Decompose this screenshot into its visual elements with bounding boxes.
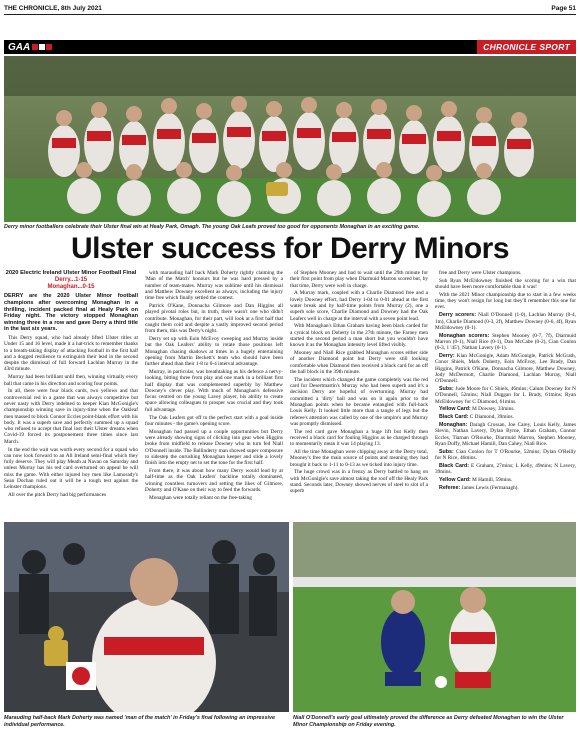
team-celebration-photo bbox=[4, 56, 576, 222]
body-paragraph: This Derry squad, who had already lifted Ulster titles at Under 15 and 16 level, made it a hat-trick to remember thanks to a breath-taking display of attacking football in the first half and a dogged resilience to extinguish their lead in the second despite the dismissal of full forward Lachlan Murray in the 43rd minute. bbox=[4, 334, 138, 373]
gaa-logo: GAA bbox=[4, 42, 52, 53]
odonnell-photo bbox=[293, 522, 576, 712]
body-paragraph: Sub Ryan McEldowney finished the scoring for a win that should have been more comfortable than it was! bbox=[435, 277, 576, 291]
monaghan-subs: Subs: Cian Conlon for T O'Rourke, 52mins; Dylan O'Reilly for N Rice, 46mins. bbox=[435, 448, 576, 462]
action-photo-image bbox=[293, 522, 576, 712]
body-paragraph: of Stephen Mooney and had to wait until the 29th minute for their first point from play when Diarmuid Marron scored but, by that time, Derry were well in charge. bbox=[290, 270, 428, 289]
body-paragraph: All over the pitch Derry had big performances bbox=[8, 492, 107, 499]
body-paragraph: The huge crowd was in a frenzy as Derry battled to hang on with McGonigle's save almost taking the roof off the Healy Park stand. Seconds later, Downey showed nerves of steel to slot of a superb bbox=[290, 469, 428, 495]
chronicle-sport-badge bbox=[477, 40, 576, 54]
mark-doherty-photo bbox=[4, 522, 289, 712]
gaa-logo-mark-icon bbox=[32, 43, 52, 51]
score-line-monaghan: Monaghan...0-15 bbox=[47, 284, 95, 291]
top-photo-caption: Derry minor footballers celebrate their Ulster final win at Healy Park, Omagh. The young Oak Leafs proved too good for opponents Monaghan in an exciting game. bbox=[4, 224, 420, 230]
article-lede: DERRY are the 2020 Ulster Minor football champions after overcoming Monaghan in a thrilling, incident packed final at Healy Park on Friday night. The victory stopped Monaghan winning three in a row and gave Derry a third title in the last six years. bbox=[4, 293, 138, 333]
paper-dateline: THE CHRONICLE, 8th July 2021 bbox=[4, 4, 102, 12]
body-paragraph: With the 2021 Minor championship due to start in a few weeks time, they won't resign for long but they'll remember this one for ever. bbox=[435, 291, 576, 311]
body-paragraph: The red card gave Monaghan a huge lift but Kelly then received a black card for fouling Higgins as he charged through to momentarily mean it was 14 playing 13. bbox=[290, 428, 428, 448]
article-column-3 bbox=[290, 270, 428, 515]
team-photo-image bbox=[4, 56, 576, 222]
chronicle-brand: CHRONICLE bbox=[483, 42, 537, 52]
page-number: Page 51 bbox=[551, 4, 576, 12]
article-headline: Ulster success for Derry Minors bbox=[70, 232, 509, 265]
monaghan-scorers: Monaghan scorers: Stephen Mooney (0-7, 7f), Diarmuid Marron (0-1), Niall Rice (0-1), Dan McCabe (0-2), Cian Conlon (0-3, 1 '45'), Nathan Lavery (0-1). bbox=[435, 332, 576, 352]
body-paragraph: Monaghan had passed up a couple opportunities but Derry were already showing signs of clicking into gear when Higgins broke from midfield to release Downey who in turn fed Niall O'Donnell inside. The Ballinderry man showed super composure to sidestep the onrushing Monaghan keeper and slide a lovely finish into the empty net to set the tone for the first half. bbox=[145, 428, 283, 467]
body-paragraph: From there, it was about how many Derry would lead by at half-time as the Oak Leafers' backline totally dominated, winning countless turnovers and setting the likes of Gilmore, Doherty and O'Kane on their way to feed the forwards. bbox=[145, 467, 283, 493]
body-paragraph: with marauding half back Mark Doherty rightly claiming the 'Man of the Match' honours but he was hard pressed by a number of team-mates. Murray was sublime until his dismissal and Matthew Downey excellent as always, including the injury time free which finally settled the contest. bbox=[145, 270, 283, 302]
score-line-derry: Derry...1-15 bbox=[54, 277, 88, 283]
body-paragraph: In all, there were four black cards, two yellows and that controversial red in a game that was always competitive but never nasty with Derry indebted to keeper Kian McGonigle's championship winning save in injury-time when the Oakleaf men massed to block Connor Eccles point-blank effort with his body. It was a superb save and perfectly summed up a squad who refused to accept that final lost their Ulster dreams when Covid-19 forced its postponement three times since last March. bbox=[4, 388, 138, 445]
doherty-photo-caption: Marauding half-back Mark Doherty was named 'man of the match' in Friday's final following an impressive individual performance. bbox=[4, 715, 276, 728]
page-header bbox=[4, 2, 576, 14]
referee: Referee: James Lewis (Fermanagh). bbox=[439, 484, 519, 491]
body-paragraph: A Murray mark, coupled with a Charlie Diamond free and a lovely Downey effort, had Derry 1-04 to 0-01 ahead at the first water break and by half-time points from Murray (2), one a superb sole score, Charlie Diamond and Downey had the Oak Leafers well in charge at the interval with a seven point lead. bbox=[290, 290, 428, 322]
body-paragraph: The incident which changed the game completely was the red card for Desertmartin's Murray who had been superb and it's a decision Derry are hopeful of overturning. Murray had committed a 'dirty' ball and was on it again prior to the Monaghan points when he became entangled with full-back Louis Kelly. It looked little more than a tangle of legs but the referee's attention was called by one of the umpire's and Murray was promptly dismissed. bbox=[290, 376, 428, 427]
monaghan-team: Monaghan: Daragh Crossan, Joe Carey, Louis Kelly, James Slevin, Nathan Lavery, Dylan Byrne, Ethan Graham, Connor Eccles, Tiarnan O'Rourke, Diarmuid Marron, Stephen Mooney, Ryan Duffy, Michael Hamill, Dan Cahey, Niall Rice. bbox=[435, 422, 576, 447]
derry-scorers: Derry scorers: Niall O'Donnell (1-0), Lachlan Murray (0-4, 1m), Charlie Diamond (0-3, 2f), Matthew Downey (0-6, 4f), Ryan McEldowney (0-1). bbox=[435, 312, 576, 331]
odonnell-photo-caption: Niall O'Donnell's early goal ultimately proved the difference as Derry defeated Monaghan to win the Ulster Minor Championship on Friday evening. bbox=[293, 715, 564, 728]
body-paragraph: Monaghan were totally reliant on the free-taking bbox=[149, 494, 252, 501]
body-paragraph: Derry set up with Eoin McEvoy sweeping and Murray inside but the Oak Leafers' ability to rotate those positions left Monaghan chasing shadows at times in a hugely entertaining opening from Martin Beckett's team who should have been further ahead than their 1-8 to 0-4 interval advantage. bbox=[145, 335, 283, 368]
monaghan-black-card: Black Card: E Graham, 27mins; L Kelly, 49mins; N Lavery, 39mins. bbox=[435, 462, 576, 476]
article-column-1 bbox=[4, 270, 138, 515]
body-paragraph: Mooney and Niall Rice grabbed Monaghan scores either side of another Diamond point but Derry were still looking comfortable when Diamond then received a black card for an off the ball block in the 39th minute. bbox=[290, 350, 428, 375]
body-paragraph: All the time Monaghan were chipping away at the Derry total, Mooney's free the main source of points and meaning they had brought it back to 1-11 to 0-13 as we ticked into injury time. bbox=[290, 449, 428, 468]
body-paragraph: Murray had been brilliant until then, winning virtually every ball that came in his direction and scoring four points. bbox=[4, 374, 138, 387]
derry-subs: Subs: Jude Moore for C Shiels, 46mins; Calum Downey for N O'Donnell, 52mins; Niall Duggan for L Brady, 61mins; Ryan McEldowney for C Diamond, 61mins. bbox=[435, 386, 576, 405]
monaghan-yellow-card: Yellow Card: M Hamill, 59mins. bbox=[439, 476, 513, 483]
header-rule bbox=[4, 14, 576, 15]
trophy-photo-image bbox=[4, 522, 289, 712]
body-paragraph: free and Derry were Ulster champions. bbox=[439, 270, 522, 276]
body-paragraph: The Oak Leafers got off to the perfect start with a goal inside four minutes - the game's opening score. bbox=[145, 414, 283, 427]
body-paragraph: With Monaghan's Ethan Graham having been black carded for a cynical block on Doherty in the 27th minute, the Farney men started the second period a man short but you wouldn't have known it as the Monaghan intensity level lifted visibly. bbox=[290, 323, 428, 349]
sport-label: SPORT bbox=[539, 42, 570, 52]
article-column-4 bbox=[435, 270, 576, 515]
body-paragraph: Patrick O'Kane, Donnacha Gilmore and Dan Higgins all played pivotal roles but, in truth, there wasn't one who didn't contribute. Monaghan, for their part, will look at a first half that caught them cold and despite a vastly improved second period from them, this was Derry's night. bbox=[145, 302, 283, 335]
body-paragraph: Murray, in particular, was breathtaking as his defence a nervy-looking, hitting three from play and one mark in a brilliant first half display that was complemented superbly by Matthew Downey's clever play. With much of Monaghan's defensive focus centred on the young Lavey player, his ability to create space allowing colleagues to prosper was crucial and they took full advantage. bbox=[145, 368, 283, 413]
body-paragraph: In the end the wait was worth every second for a squad who can now look forward to an All Ireland semi-final which they fully deserve. They will play Meath at Navan on Saturday and unless Murray has his red card overturned on appeal he will miss the game. With either injured boy men like Lamorady's Sean Dochan ruled out it will be a tough test against the Leinster champions. bbox=[4, 446, 138, 491]
derry-team: Derry: Kian McGonigle, Adam McGonigle, Patrick McGrath, Conor Shiels, Mark Doherty, Eoin McEvoy, Lee Brady, Dan Higgins, Patrick O'Kane, Donnacha Gilmore, Matthew Downey, Jody McDermott, Charlie Diamond, Lachlan Murray, Niall O'Donnell. bbox=[435, 353, 576, 385]
derry-yellow-card: Yellow Card: M Dowsey, 33mins. bbox=[439, 406, 515, 413]
derry-black-card: Black Card: C Diamond, 39mins. bbox=[439, 414, 514, 421]
section-banner bbox=[4, 40, 576, 54]
article-column-2 bbox=[145, 270, 283, 515]
match-kicker: 2020 Electric Ireland Ulster Minor Football Final bbox=[5, 270, 137, 276]
